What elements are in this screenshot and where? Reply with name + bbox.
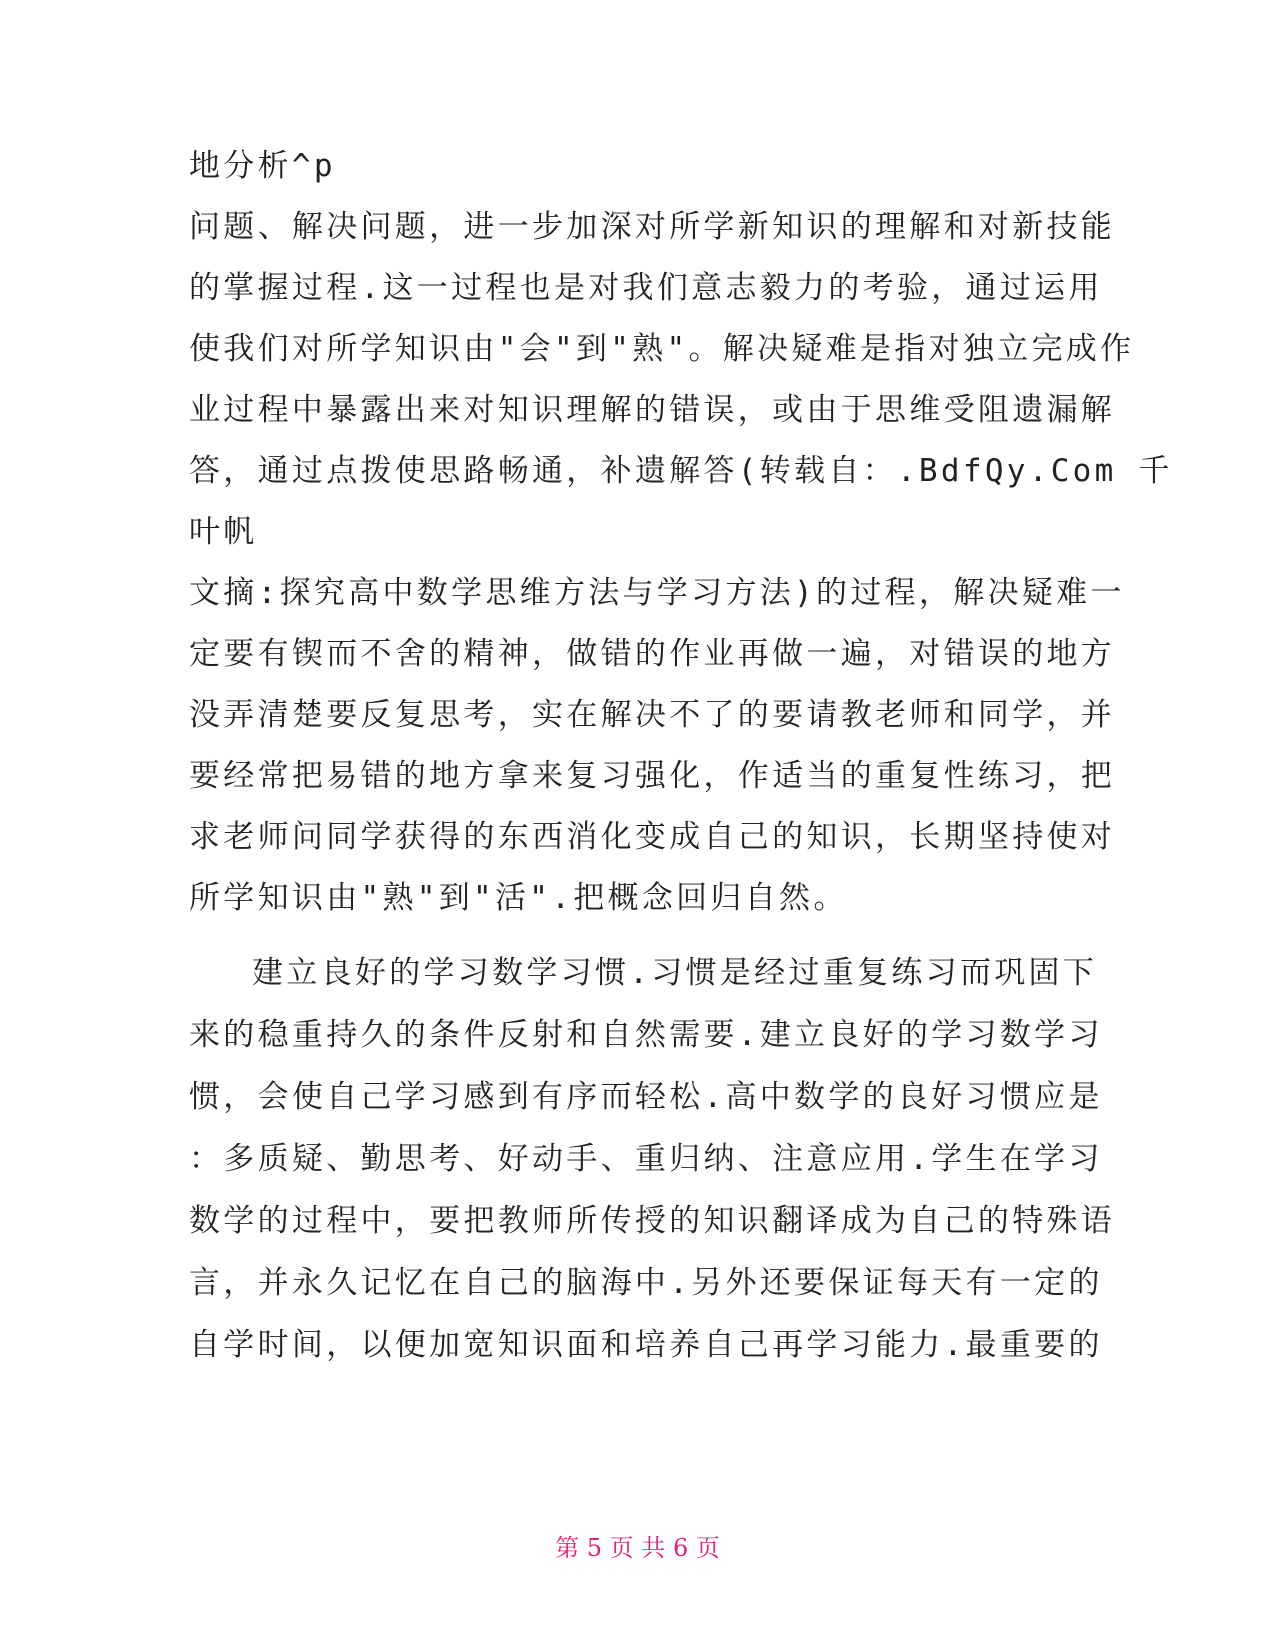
text-line: 的掌握过程.这一过程也是对我们意志毅力的考验，通过运用 xyxy=(189,270,1103,306)
text-line: ：多质疑、勤思考、好动手、重归纳、注意应用.学生在学习 xyxy=(189,1141,1103,1177)
text-line: 答，通过点拨使思路畅通，补遗解答(转载自：.BdfQy.Com 千 xyxy=(189,453,1173,489)
paragraph-first-line: 建立良好的学习数学习惯.习惯是经过重复练习而巩固下 xyxy=(252,955,1098,991)
text-line: 叶帆 xyxy=(189,514,258,550)
text-line: 问题、解决问题，进一步加深对所学新知识的理解和对新技能 xyxy=(189,209,1116,245)
text-line: 没弄清楚要反复思考，实在解决不了的要请教老师和同学，并 xyxy=(189,697,1116,733)
text-line: 言，并永久记忆在自己的脑海中.另外还要保证每天有一定的 xyxy=(189,1265,1103,1301)
text-line: 地分析^p xyxy=(189,148,336,184)
text-line: 业过程中暴露出来对知识理解的错误，或由于思维受阻遗漏解 xyxy=(189,392,1116,428)
text-line: 使我们对所学知识由"会"到"熟"。解决疑难是指对独立完成作 xyxy=(189,331,1135,367)
text-line: 所学知识由"熟"到"活".把概念回归自然。 xyxy=(189,880,848,916)
text-line: 文摘:探究高中数学思维方法与学习方法)的过程，解决疑难一 xyxy=(189,575,1125,611)
text-line: 自学时间，以便加宽知识面和培养自己再学习能力.最重要的 xyxy=(189,1327,1103,1363)
text-line: 惯，会使自己学习感到有序而轻松.高中数学的良好习惯应是 xyxy=(189,1079,1103,1115)
text-line: 数学的过程中，要把教师所传授的知识翻译成为自己的特殊语 xyxy=(189,1203,1116,1239)
text-line: 定要有锲而不舍的精神，做错的作业再做一遍，对错误的地方 xyxy=(189,636,1116,672)
text-line: 要经常把易错的地方拿来复习强化，作适当的重复性练习，把 xyxy=(189,758,1116,794)
text-line: 来的稳重持久的条件反射和自然需要.建立良好的学习数学习 xyxy=(189,1017,1103,1053)
page-number-footer: 第 5 页 共 6 页 xyxy=(555,1534,720,1562)
text-line: 求老师问同学获得的东西消化变成自己的知识，长期坚持使对 xyxy=(189,819,1116,855)
